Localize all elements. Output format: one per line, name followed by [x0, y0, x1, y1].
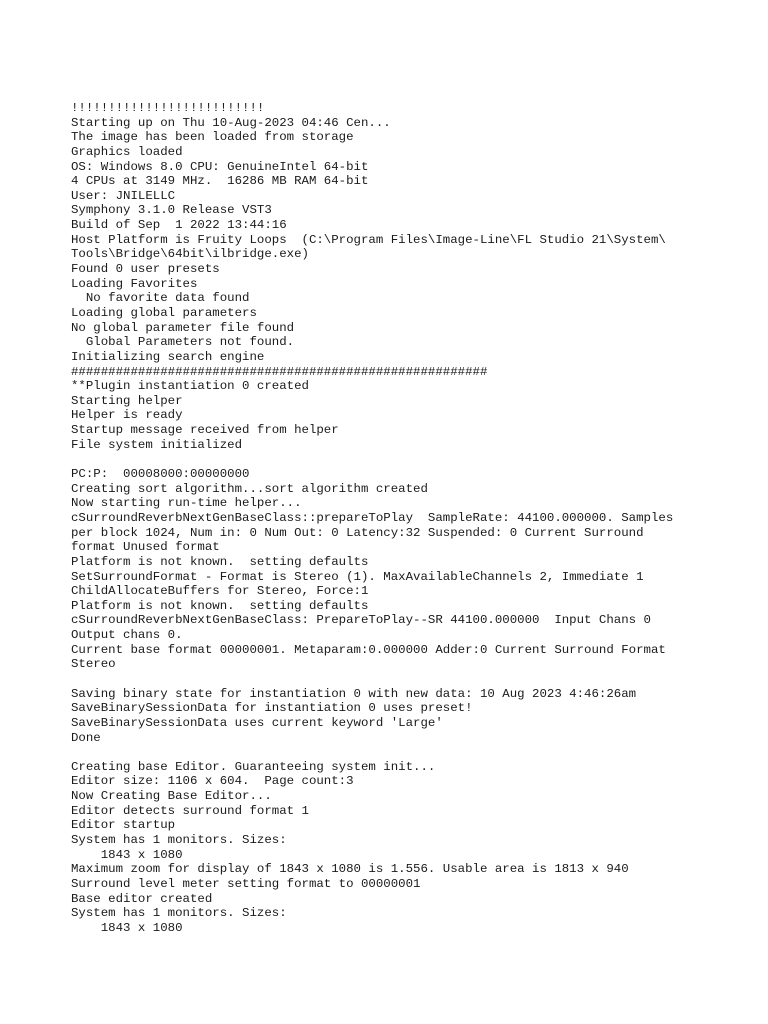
log-line: **Plugin instantiation 0 created [71, 379, 309, 394]
log-line: per block 1024, Num in: 0 Num Out: 0 Latency:32 Suspended: 0 Current Surround [71, 525, 644, 540]
log-line: SaveBinarySessionData for instantiation 0 uses preset! [71, 701, 473, 716]
log-line [71, 745, 711, 760]
log-line: Creating base Editor. Guaranteeing system init... [71, 759, 436, 774]
log-line: Stereo [71, 657, 116, 672]
log-line: Editor startup [71, 818, 176, 833]
log-line: 1843 x 1080 [71, 847, 183, 862]
log-line: Done [71, 730, 101, 745]
log-line: Tools\Bridge\64bit\ilbridge.exe) [71, 247, 309, 262]
log-line: Base editor created [71, 891, 213, 906]
log-line: Creating sort algorithm...sort algorithm created [71, 481, 428, 496]
log-line: Build of Sep 1 2022 13:44:16 [71, 218, 287, 233]
log-line: The image has been loaded from storage [71, 130, 354, 145]
log-line: format Unused format [71, 540, 220, 555]
log-line: Maximum zoom for display of 1843 x 1080 is 1.556. Usable area is 1813 x 940 [71, 862, 629, 877]
log-line: Helper is ready [71, 408, 183, 423]
log-line: Starting up on Thu 10-Aug-2023 04:46 Cen... [71, 115, 391, 130]
log-line: Saving binary state for instantiation 0 with new data: 10 Aug 2023 4:46:26am [71, 686, 637, 701]
log-line: Current base format 00000001. Metaparam:0.000000 Adder:0 Current Surround Format [71, 642, 666, 657]
log-line: Now starting run-time helper... [71, 496, 302, 511]
log-line: Loading global parameters [71, 305, 257, 320]
log-line: ChildAllocateBuffers for Stereo, Force:1 [71, 584, 369, 599]
log-line: Loading Favorites [71, 276, 198, 291]
log-line: SetSurroundFormat - Format is Stereo (1). MaxAvailableChannels 2, Immediate 1 [71, 569, 644, 584]
log-line: No global parameter file found [71, 320, 295, 335]
log-line: cSurroundReverbNextGenBaseClass: PrepareToPlay--SR 44100.000000 Input Chans 0 [71, 613, 651, 628]
log-line: Starting helper [71, 393, 183, 408]
log-line [71, 452, 711, 467]
log-line: Startup message received from helper [71, 423, 339, 438]
log-line: Editor detects surround format 1 [71, 803, 309, 818]
log-line: Global Parameters not found. [71, 335, 295, 350]
log-line: Initializing search engine [71, 349, 265, 364]
log-line: cSurroundReverbNextGenBaseClass::prepareToPlay SampleRate: 44100.000000. Samples [71, 510, 674, 525]
log-line: System has 1 monitors. Sizes: [71, 833, 287, 848]
log-line: No favorite data found [71, 291, 250, 306]
log-line: Now Creating Base Editor... [71, 789, 272, 804]
log-line: Platform is not known. setting defaults [71, 554, 369, 569]
log-line: !!!!!!!!!!!!!!!!!!!!!!!!!! [71, 101, 265, 115]
log-line: SaveBinarySessionData uses current keyword 'Large' [71, 715, 443, 730]
log-line: Editor size: 1106 x 604. Page count:3 [71, 774, 354, 789]
log-line: User: JNILELLC [71, 188, 176, 203]
log-line: Found 0 user presets [71, 262, 220, 277]
log-line: ######################################################## [71, 364, 488, 379]
log-line: Output chans 0. [71, 628, 183, 643]
log-line: 1843 x 1080 [71, 920, 183, 935]
log-line: Surround level meter setting format to 00000001 [71, 876, 421, 891]
log-line: Graphics loaded [71, 144, 183, 159]
log-line: System has 1 monitors. Sizes: [71, 906, 287, 921]
log-line: 4 CPUs at 3149 MHz. 16286 MB RAM 64-bit [71, 174, 369, 189]
log-line: PC:P: 00008000:00000000 [71, 467, 250, 482]
log-line: OS: Windows 8.0 CPU: GenuineIntel 64-bit [71, 159, 369, 174]
log-line [71, 672, 711, 687]
log-text [71, 101, 711, 936]
log-line: Platform is not known. setting defaults [71, 598, 369, 613]
log-line: File system initialized [71, 437, 243, 452]
log-line: Symphony 3.1.0 Release VST3 [71, 203, 272, 218]
log-line: Host Platform is Fruity Loops (C:\Program Files\Image-Line\FL Studio 21\System\ [71, 232, 666, 247]
